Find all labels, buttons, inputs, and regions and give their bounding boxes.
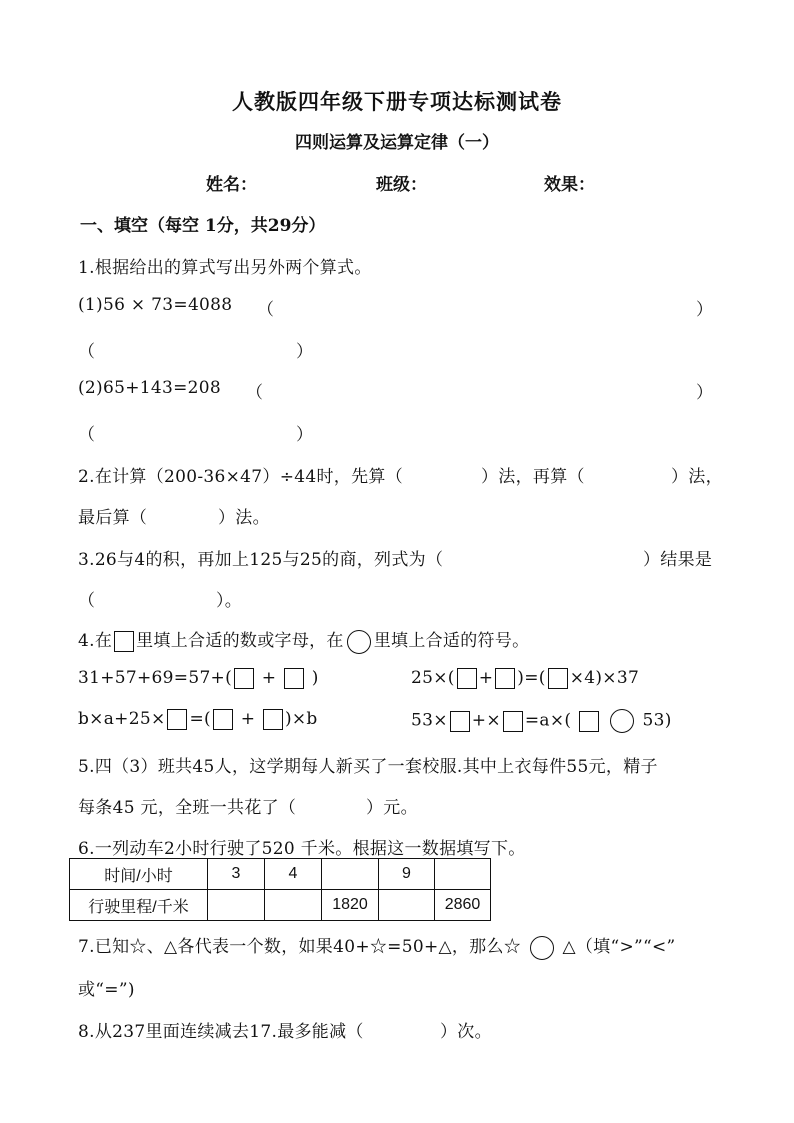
q7-line1 (78, 932, 676, 960)
table-cell (379, 890, 435, 921)
answer-paren-close: ） (296, 425, 314, 445)
q5-line2-b: ）元。 (366, 798, 418, 818)
q4-text-b: 里填上合适的数或字母，在 (136, 631, 344, 651)
expr-text: 53× (411, 710, 448, 731)
name-label: 姓名： (206, 175, 257, 195)
q4-text-c: 里填上合适的符号。 (373, 631, 530, 651)
table-cell: 行驶里程/千米 (70, 890, 208, 921)
q6-text: 6.一列动车2小时行驶了520 千米。根据这一数据填写下。 (78, 839, 526, 859)
expr-text: + (240, 709, 256, 729)
class-label: 班级： (376, 175, 427, 195)
table-cell: 1820 (322, 890, 379, 921)
blank-box (503, 711, 523, 732)
q4-instruction (78, 626, 529, 654)
expr-text: + (261, 668, 277, 688)
q7-line2: 或“=”) (78, 980, 135, 1000)
table-cell: 4 (265, 859, 322, 890)
q3-line1-b: ）结果是 (643, 550, 713, 570)
blank-circle (347, 630, 371, 654)
blank-circle (610, 709, 634, 733)
answer-paren-close: ） (296, 342, 314, 362)
q2-line2-b: ）法。 (218, 508, 270, 528)
expr-text: 25×( (411, 668, 455, 688)
blank-box (114, 631, 134, 652)
q2-line1-c: ）法， (671, 467, 723, 487)
expr-text: )×b (284, 709, 318, 729)
expr-text: =a×( (524, 710, 572, 731)
page-subtitle: 四则运算及运算定律（一） (295, 133, 499, 153)
q4-expression-4 (411, 709, 672, 733)
table-cell: 3 (208, 859, 265, 890)
q1-expression-2: (2)65+143=208 (78, 378, 221, 398)
answer-paren-open: （ (246, 383, 264, 403)
table-cell (322, 859, 379, 890)
expr-text: =( (189, 709, 211, 729)
page-title: 人教版四年级下册专项达标测试卷 (232, 89, 562, 114)
table-row (70, 859, 491, 890)
q3-line2-b: ）。 (216, 591, 243, 611)
expr-text: 31+57+69=57+( (78, 668, 233, 688)
blank-box (263, 709, 283, 730)
expr-text: ×4)×37 (569, 668, 640, 688)
blank-circle (530, 936, 554, 960)
q3-line2-a: （ (78, 591, 96, 611)
section-heading: 一、填空（每空 1分，共29分） (80, 216, 326, 236)
q3-line1-a: 3.26与4的积，再加上125与25的商，列式为（ (78, 550, 444, 570)
q4-expression-3 (78, 709, 318, 730)
q2-line1-a: 2.在计算（200-36×47）÷44时，先算（ (78, 467, 403, 487)
q4-text-a: 4.在 (78, 631, 113, 651)
blank-box (213, 709, 233, 730)
q4-expression-2 (411, 668, 639, 689)
q1-expression-1: (1)56 × 73=4088 (78, 295, 233, 315)
table-cell (265, 890, 322, 921)
q2-line2-a: 最后算（ (78, 508, 148, 528)
blank-box (548, 668, 568, 689)
table-row (70, 890, 491, 921)
expr-text: )=( (517, 668, 546, 688)
expr-text: ) (311, 668, 319, 688)
answer-paren-open: （ (78, 425, 96, 445)
blank-box (579, 711, 599, 732)
blank-box (167, 709, 187, 730)
blank-box (457, 668, 477, 689)
q8-text-a: 8.从237里面连续减去17.最多能减（ (78, 1022, 364, 1042)
q5-line2-a: 每条45 元，全班一共花了（ (78, 798, 297, 818)
q4-expression-1 (78, 668, 319, 689)
table-cell: 时间/小时 (70, 859, 208, 890)
speed-table (69, 858, 491, 921)
blank-box (234, 668, 254, 689)
q7-text-a: 7.已知☆、△各代表一个数，如果40+☆=50+△，那么☆ (78, 937, 522, 957)
expr-text: + (478, 668, 494, 688)
q7-text-b: △（填“>”“<” (562, 937, 676, 957)
table-cell: 9 (379, 859, 435, 890)
blank-box (495, 668, 515, 689)
q2-line1-b: ）法，再算（ (481, 467, 585, 487)
answer-paren-close: ） (696, 383, 714, 403)
q8-text-b: ）次。 (440, 1022, 492, 1042)
q1-text: 1.根据给出的算式写出另外两个算式。 (78, 258, 372, 278)
result-label: 效果： (544, 175, 595, 195)
answer-paren-open: （ (257, 300, 275, 320)
blank-box (450, 711, 470, 732)
expr-text: +× (471, 710, 501, 731)
expr-text: b×a+25× (78, 709, 166, 729)
table-cell (435, 859, 491, 890)
q5-line1: 5.四（3）班共45人，这学期每人新买了一套校服.其中上衣每件55元，精子 (78, 757, 658, 777)
blank-box (284, 668, 304, 689)
expr-text: 53) (642, 710, 672, 731)
answer-paren-close: ） (696, 300, 714, 320)
answer-paren-open: （ (78, 342, 96, 362)
table-cell: 2860 (435, 890, 491, 921)
table-cell (208, 890, 265, 921)
